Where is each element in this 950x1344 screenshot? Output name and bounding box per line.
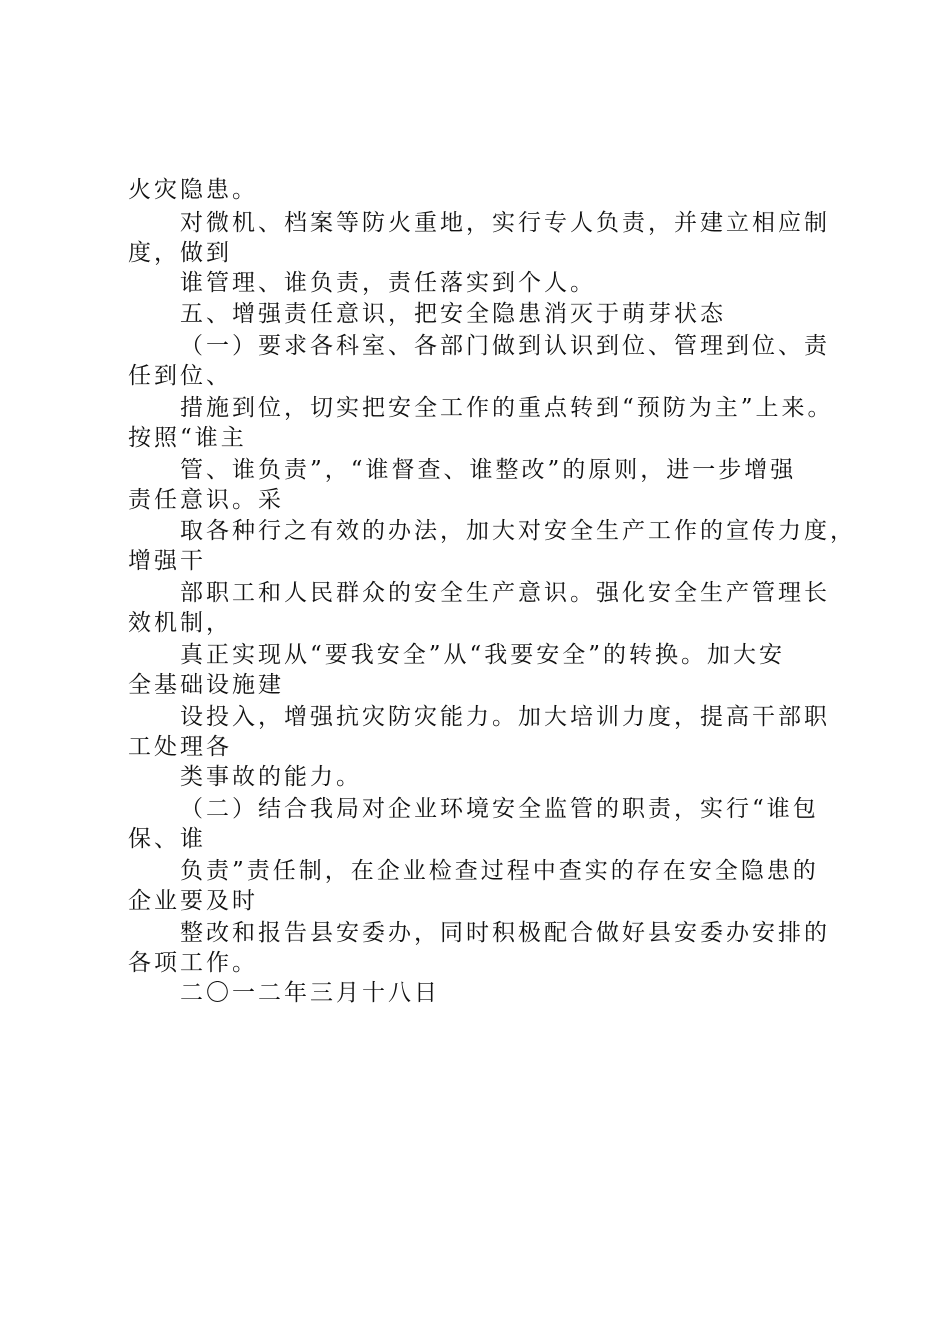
text-line: 工处理各 xyxy=(128,734,232,760)
text-line: 管、谁负责”，“谁督查、谁整改”的原则，进一步增强 xyxy=(180,457,797,483)
text-line: 增强干 xyxy=(128,548,206,574)
text-line: 火灾隐患。 xyxy=(128,177,258,203)
text-line: 任到位、 xyxy=(128,363,232,389)
text-line: 谁管理、谁负责，责任落实到个人。 xyxy=(180,270,596,296)
text-line: 部职工和人民群众的安全生产意识。强化安全生产管理长 xyxy=(180,580,830,606)
text-line: 各项工作。 xyxy=(128,950,258,976)
text-line: 整改和报告县安委办，同时积极配合做好县安委办安排的 xyxy=(180,920,830,946)
date-line: 二〇一二年三月十八日 xyxy=(180,980,440,1006)
text-line: 措施到位，切实把安全工作的重点转到“预防为主”上来。 xyxy=(180,395,834,421)
text-line: 全基础设施建 xyxy=(128,672,284,698)
text-line: 取各种行之有效的办法，加大对安全生产工作的宣传力度， xyxy=(180,518,856,544)
text-line: 度，做到 xyxy=(128,240,232,266)
text-line: 责任意识。采 xyxy=(128,487,284,513)
text-line: （二）结合我局对企业环境安全监管的职责，实行“谁包 xyxy=(180,796,819,822)
text-line: 对微机、档案等防火重地，实行专人负责，并建立相应制 xyxy=(180,210,830,236)
section-heading: 五、增强责任意识，把安全隐患消灭于萌芽状态 xyxy=(180,301,726,327)
text-line: 企业要及时 xyxy=(128,888,258,914)
text-line: 真正实现从“要我安全”从“我要安全”的转换。加大安 xyxy=(180,642,786,668)
text-line: 负责”责任制，在企业检查过程中查实的存在安全隐患的 xyxy=(180,858,819,884)
text-line: 设投入，增强抗灾防灾能力。加大培训力度，提高干部职 xyxy=(180,704,830,730)
text-line: 按照“谁主 xyxy=(128,425,247,451)
text-line: 效机制， xyxy=(128,610,232,636)
text-line: 保、谁 xyxy=(128,826,206,852)
text-line: 类事故的能力。 xyxy=(180,764,362,790)
text-line: （一）要求各科室、各部门做到认识到位、管理到位、责 xyxy=(180,333,830,359)
